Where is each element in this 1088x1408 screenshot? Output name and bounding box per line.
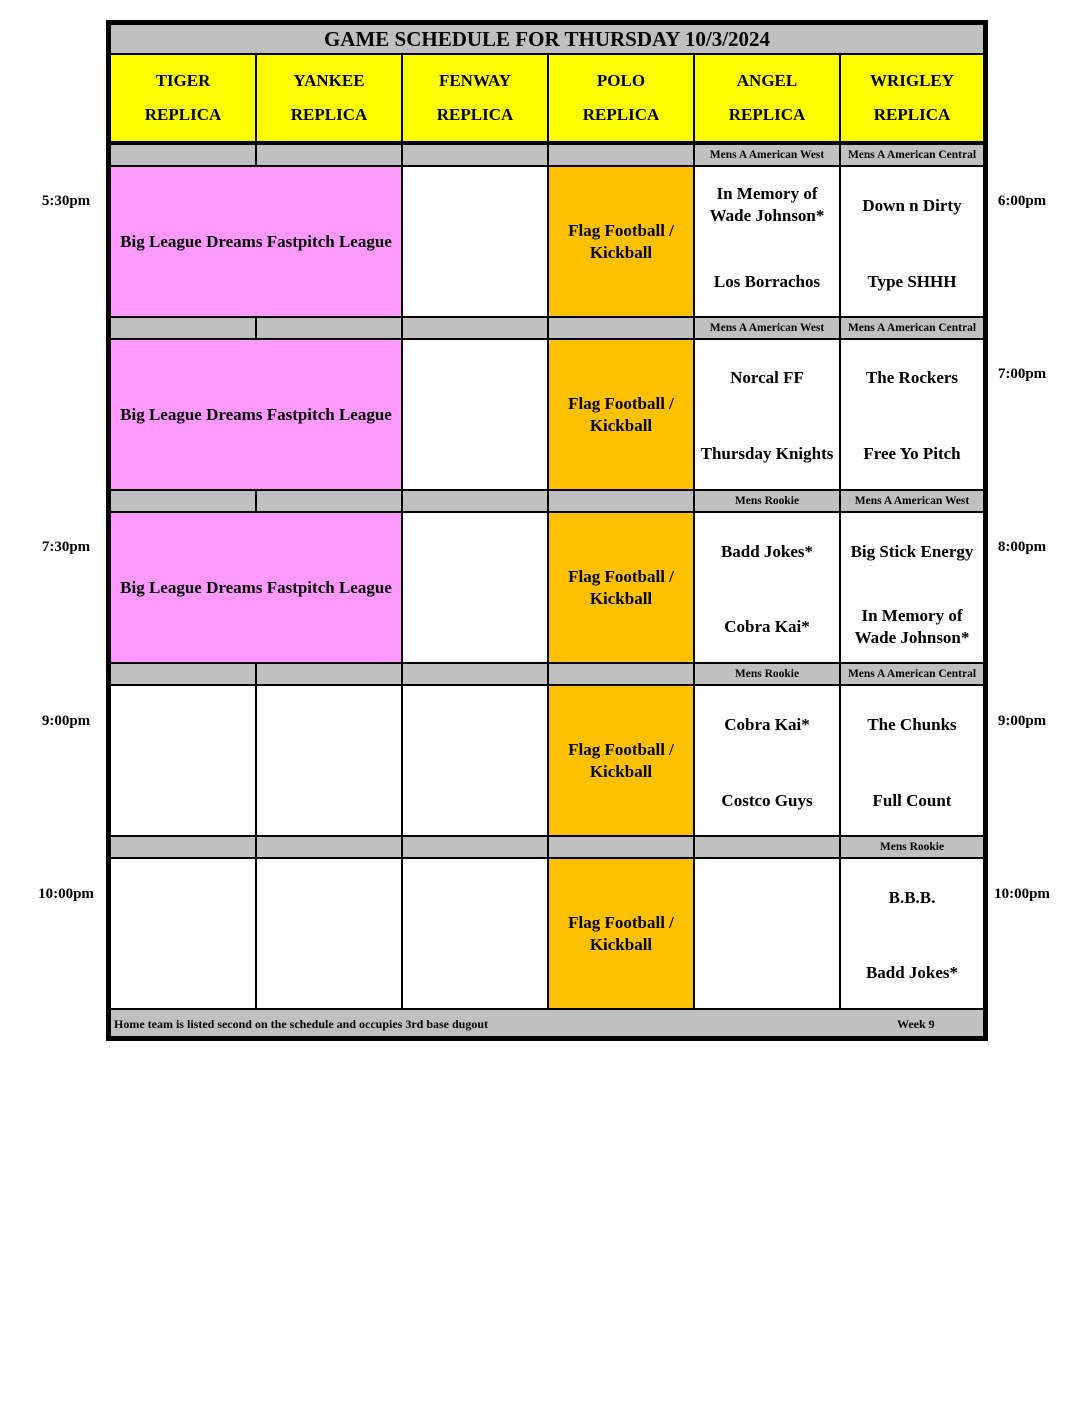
home-team: Los Borrachos [713, 272, 821, 291]
division-label-wrigley: Mens Rookie [839, 835, 985, 859]
game-cell-wrigley [839, 511, 985, 664]
game-cell-angel [693, 338, 841, 491]
home-team: Costco Guys [721, 791, 813, 810]
game-cell-angel [693, 511, 841, 664]
schedule-sheet [106, 20, 988, 1041]
venue-sub: REPLICA [873, 105, 951, 124]
separator-fenway [401, 316, 549, 340]
separator-yankee [255, 143, 403, 167]
empty-game-cell [109, 684, 257, 837]
game-cell-angel [693, 857, 841, 1010]
flag-football-block: Flag Football / Kickball [547, 684, 695, 837]
away-team: B.B.B. [888, 888, 936, 907]
separator-polo [547, 835, 695, 859]
home-team: Full Count [872, 791, 952, 810]
venue-sub: REPLICA [436, 105, 514, 124]
venue-name: TIGER [155, 71, 211, 90]
slot-time-left: 10:00pm [38, 886, 94, 902]
slot-time-left: 9:00pm [41, 713, 91, 729]
away-team: In Memory of Wade Johnson* [709, 184, 825, 225]
separator-tiger [109, 835, 257, 859]
separator-polo [547, 662, 695, 686]
venue-header-polo [547, 53, 695, 143]
division-label-angel: Mens A American West [693, 316, 841, 340]
empty-game-cell [255, 857, 403, 1010]
separator-polo [547, 316, 695, 340]
venue-header-angel [693, 53, 841, 143]
page-title: GAME SCHEDULE FOR THURSDAY 10/3/2024 [109, 23, 985, 55]
flag-football-block: Flag Football / Kickball [547, 165, 695, 318]
away-team: Cobra Kai* [724, 715, 810, 734]
home-team: Thursday Knights [700, 444, 834, 463]
empty-game-cell [401, 511, 549, 664]
empty-game-cell [109, 857, 257, 1010]
slot-time-right: 9:00pm [997, 713, 1047, 729]
empty-game-cell [255, 684, 403, 837]
venue-header-wrigley [839, 53, 985, 143]
game-cell-wrigley [839, 857, 985, 1010]
division-label-wrigley: Mens A American West [839, 489, 985, 513]
game-cell-wrigley [839, 165, 985, 318]
division-label-angel: Mens Rookie [693, 662, 841, 686]
venue-header-yankee [255, 53, 403, 143]
week-label: Week 9 [897, 1017, 935, 1031]
venue-header-tiger [109, 53, 257, 143]
separator-fenway [401, 662, 549, 686]
division-label-wrigley: Mens A American Central [839, 316, 985, 340]
venue-name: FENWAY [438, 71, 512, 90]
home-team: Free Yo Pitch [863, 444, 961, 463]
venue-name: ANGEL [736, 71, 798, 90]
home-team: Type SHHH [867, 272, 957, 291]
separator-fenway [401, 835, 549, 859]
venue-sub: REPLICA [728, 105, 806, 124]
slot-time-right: 7:00pm [997, 366, 1047, 382]
venue-name: POLO [596, 71, 646, 90]
separator-yankee [255, 662, 403, 686]
empty-game-cell [401, 338, 549, 491]
game-cell-wrigley [839, 684, 985, 837]
fastpitch-league-block: Big League Dreams Fastpitch League [109, 165, 403, 318]
slot-time-right: 6:00pm [997, 193, 1047, 209]
separator-yankee [255, 316, 403, 340]
venue-name: WRIGLEY [869, 71, 955, 90]
separator-polo [547, 489, 695, 513]
flag-football-block: Flag Football / Kickball [547, 511, 695, 664]
separator-tiger [109, 662, 257, 686]
separator-tiger [109, 143, 257, 167]
slot-time-left: 5:30pm [41, 193, 91, 209]
slot-time-left: 7:30pm [41, 539, 91, 555]
division-label-angel [693, 835, 841, 859]
home-team: Badd Jokes* [865, 963, 959, 982]
venue-name: YANKEE [293, 71, 365, 90]
footer-bar [109, 1008, 985, 1038]
home-team: Cobra Kai* [724, 617, 810, 636]
venue-header-fenway [401, 53, 549, 143]
division-label-wrigley: Mens A American Central [839, 662, 985, 686]
empty-game-cell [401, 857, 549, 1010]
game-cell-angel [693, 165, 841, 318]
away-team: Down n Dirty [862, 196, 962, 215]
venue-sub: REPLICA [144, 105, 222, 124]
empty-game-cell [401, 684, 549, 837]
venue-sub: REPLICA [290, 105, 368, 124]
slot-time-right: 10:00pm [994, 886, 1050, 902]
division-label-angel: Mens A American West [693, 143, 841, 167]
game-cell-angel [693, 684, 841, 837]
slot-time-right: 8:00pm [997, 539, 1047, 555]
game-cell-wrigley [839, 338, 985, 491]
away-team: Norcal FF [730, 368, 804, 387]
fastpitch-league-block: Big League Dreams Fastpitch League [109, 511, 403, 664]
flag-football-block: Flag Football / Kickball [547, 857, 695, 1010]
division-label-angel: Mens Rookie [693, 489, 841, 513]
venue-sub: REPLICA [582, 105, 660, 124]
empty-game-cell [401, 165, 549, 318]
flag-football-block: Flag Football / Kickball [547, 338, 695, 491]
away-team: The Chunks [867, 715, 957, 734]
separator-tiger [109, 316, 257, 340]
separator-yankee [255, 489, 403, 513]
away-team: Big Stick Energy [850, 542, 974, 561]
home-team-note: Home team is listed second on the schedule and occupies 3rd base dugout [114, 1017, 489, 1031]
separator-tiger [109, 489, 257, 513]
away-team: Badd Jokes* [720, 542, 814, 561]
division-label-wrigley: Mens A American Central [839, 143, 985, 167]
separator-fenway [401, 489, 549, 513]
home-team: In Memory of Wade Johnson* [854, 606, 970, 647]
separator-polo [547, 143, 695, 167]
separator-fenway [401, 143, 549, 167]
separator-yankee [255, 835, 403, 859]
fastpitch-league-block: Big League Dreams Fastpitch League [109, 338, 403, 491]
away-team: The Rockers [865, 368, 959, 387]
